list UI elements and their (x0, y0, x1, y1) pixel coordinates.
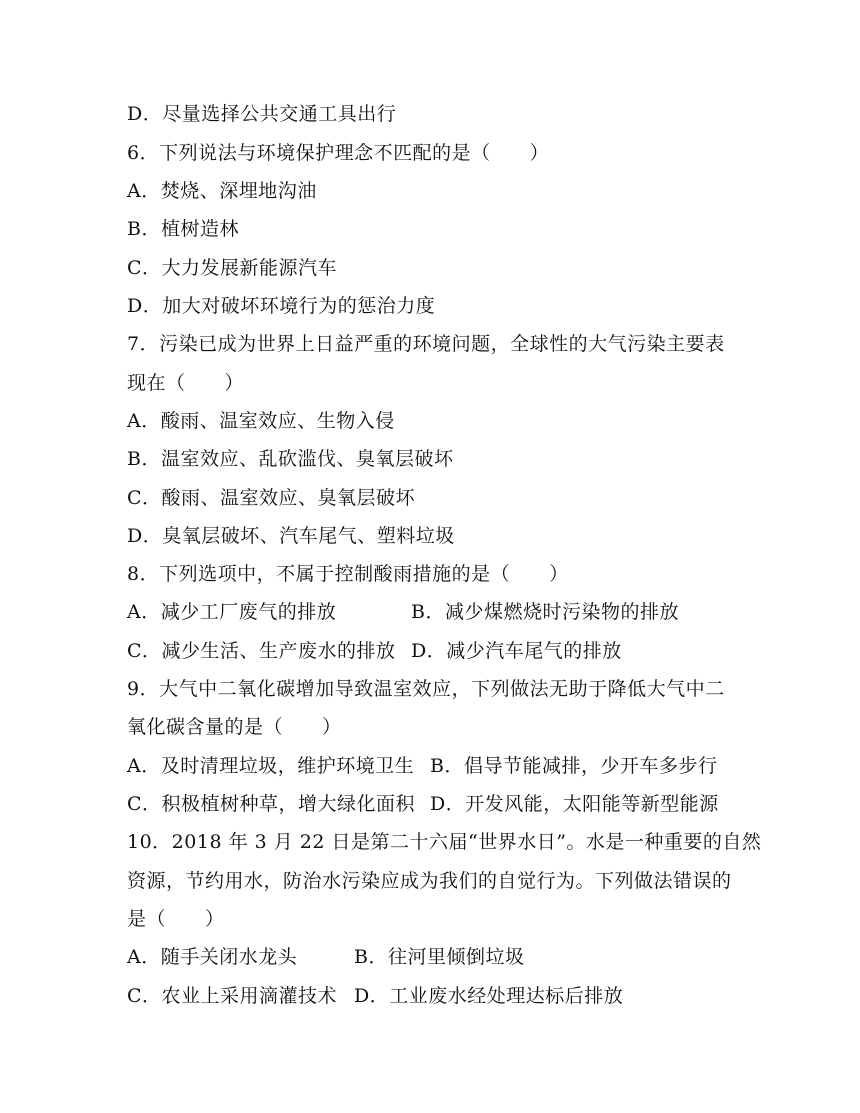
q9-option-d: D．开发风能，太阳能等新型能源 (430, 793, 719, 815)
q7-option-b: B．温室效应、乱砍滥伐、臭氧层破坏 (127, 448, 454, 470)
q10-stem-line1: 10．2018 年 3 月 22 日是第二十六届“世界水日”。水是一种重要的自然 (127, 831, 762, 853)
q7-stem-line2: 现在（ ） (127, 372, 245, 394)
q10-stem-line3: 是（ ） (127, 908, 225, 930)
q7-stem-line1: 7．污染已成为世界上日益严重的环境问题，全球性的大气污染主要表 (127, 333, 725, 355)
q10-option-d: D．工业废水经处理达标后排放 (354, 985, 624, 1007)
q9-stem-line1: 9．大气中二氧化碳增加导致温室效应，下列做法无助于降低大气中二 (127, 678, 725, 700)
q9-option-a: A．及时清理垃圾，维护环境卫生 (127, 755, 415, 777)
q7-option-a: A．酸雨、温室效应、生物入侵 (127, 410, 395, 432)
q8-stem: 8．下列选项中，不属于控制酸雨措施的是（ ） (127, 563, 569, 585)
q9-option-c: C．积极植树种草，增大绿化面积 (127, 793, 416, 815)
q8-option-b: B．减少煤燃烧时污染物的排放 (411, 601, 679, 623)
q7-option-d: D．臭氧层破坏、汽车尾气、塑料垃圾 (127, 525, 455, 547)
q9-option-b: B．倡导节能减排，少开车多步行 (430, 755, 718, 777)
q10-option-c: C．农业上采用滴灌技术 (127, 985, 338, 1007)
q10-option-b: B．往河里倾倒垃圾 (354, 946, 525, 968)
q10-option-a: A．随手关闭水龙头 (127, 946, 298, 968)
q6-option-b: B．植树造林 (127, 218, 239, 240)
q5-option-d: D．尽量选择公共交通工具出行 (127, 103, 397, 125)
q6-option-a: A．焚烧、深埋地沟油 (127, 180, 317, 202)
q6-option-d: D．加大对破坏环境行为的惩治力度 (127, 295, 436, 317)
q8-option-c: C．减少生活、生产废水的排放 (127, 640, 396, 662)
q10-stem-line2: 资源，节约用水，防治水污染应成为我们的自觉行为。下列做法错误的 (127, 870, 732, 892)
q6-option-c: C．大力发展新能源汽车 (127, 257, 338, 279)
q9-stem-line2: 氧化碳含量的是（ ） (127, 716, 342, 738)
q8-option-d: D．减少汽车尾气的排放 (411, 640, 622, 662)
q7-option-c: C．酸雨、温室效应、臭氧层破坏 (127, 487, 416, 509)
q6-stem: 6．下列说法与环境保护理念不匹配的是（ ） (127, 142, 550, 164)
q8-option-a: A．减少工厂废气的排放 (127, 601, 337, 623)
